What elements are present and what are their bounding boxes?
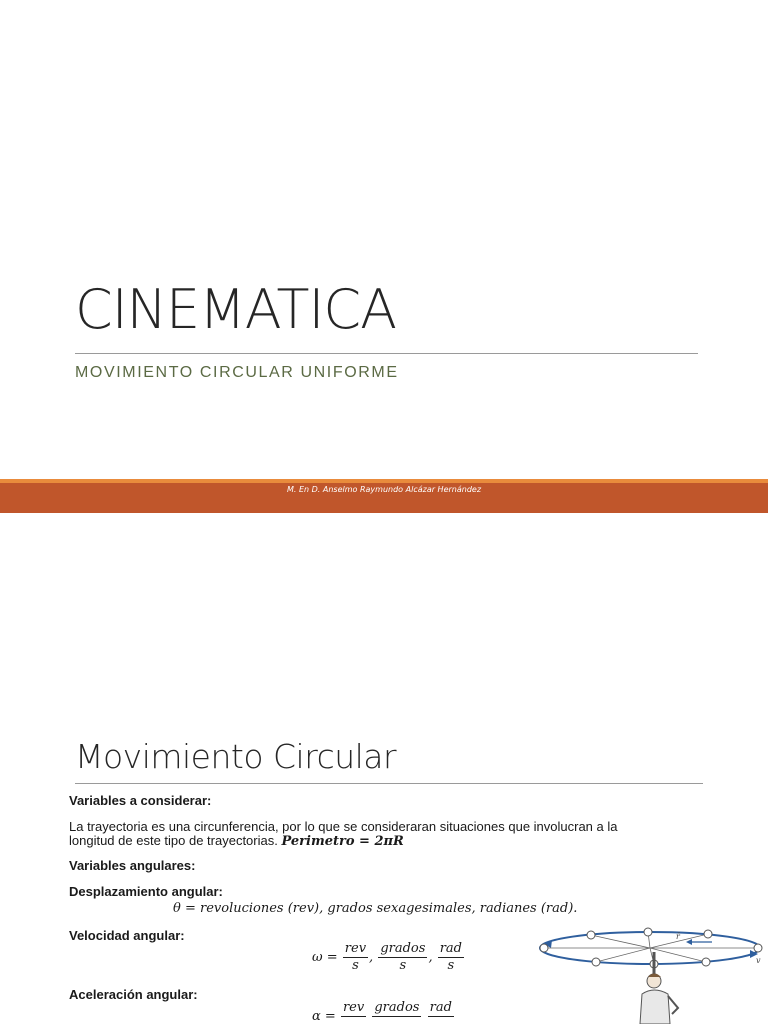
- separator: ,: [369, 950, 374, 965]
- variables-heading: Variables a considerar:: [69, 793, 212, 808]
- numerator: grados: [380, 941, 426, 956]
- title-slide: [0, 0, 768, 512]
- displacement-formula: θ = revoluciones (rev), grados sexagesimales, radianes (rad).: [173, 901, 578, 916]
- numerator: rad: [429, 1000, 452, 1015]
- denominator: [428, 1017, 454, 1033]
- radius-label: r̄: [676, 932, 680, 941]
- paragraph-line-2: [69, 833, 404, 849]
- velocity-lhs: ω =: [312, 950, 338, 965]
- circular-motion-illustration: [536, 918, 768, 1024]
- acceleration-heading: Aceleración angular:: [69, 987, 198, 1002]
- section-divider: [75, 783, 703, 784]
- section-title: Movimiento Circular: [75, 737, 397, 776]
- fraction-grados: [372, 1000, 421, 1033]
- displacement-heading: Desplazamiento angular:: [69, 884, 223, 899]
- numerator: rev: [342, 1000, 365, 1015]
- fraction-grados-s: [378, 941, 427, 974]
- author-credit: M. En D. Anselmo Raymundo Alcázar Hernández: [286, 485, 482, 494]
- fraction-rad-s: [438, 941, 464, 974]
- perimeter-formula: Perimetro = 2πR: [281, 834, 404, 849]
- paragraph-line-1: La trayectoria es una circunferencia, por lo que se consideraran situaciones que involucran a la: [69, 819, 618, 834]
- fraction-rev-s: [343, 941, 368, 974]
- arrow-head-icon: [686, 939, 692, 945]
- fraction-rev: [341, 1000, 366, 1033]
- paragraph-line-2-text: longitud de este tipo de trayectorias.: [69, 833, 278, 848]
- denominator: [341, 1017, 366, 1033]
- acceleration-lhs: α =: [312, 1009, 336, 1024]
- separator: ,: [428, 950, 433, 965]
- slide-subtitle: MOVIMIENTO CIRCULAR UNIFORME: [75, 364, 399, 381]
- denominator: s: [447, 958, 455, 973]
- velocity-formula: [312, 941, 465, 974]
- content-slide: [0, 513, 768, 1024]
- denominator: s: [399, 958, 407, 973]
- angular-heading: Variables angulares:: [69, 858, 196, 873]
- denominator: [372, 1017, 421, 1033]
- title-divider: [75, 353, 698, 354]
- slide-title: CINEMATICA: [75, 278, 397, 341]
- numerator: grados: [374, 1000, 420, 1015]
- acceleration-formula: [312, 1000, 455, 1033]
- velocity-heading: Velocidad angular:: [69, 928, 185, 943]
- velocity-label: v: [756, 956, 761, 965]
- denominator: s: [352, 958, 359, 973]
- fraction-rad: [428, 1000, 454, 1033]
- numerator: rad: [439, 941, 463, 956]
- numerator: rev: [344, 941, 367, 956]
